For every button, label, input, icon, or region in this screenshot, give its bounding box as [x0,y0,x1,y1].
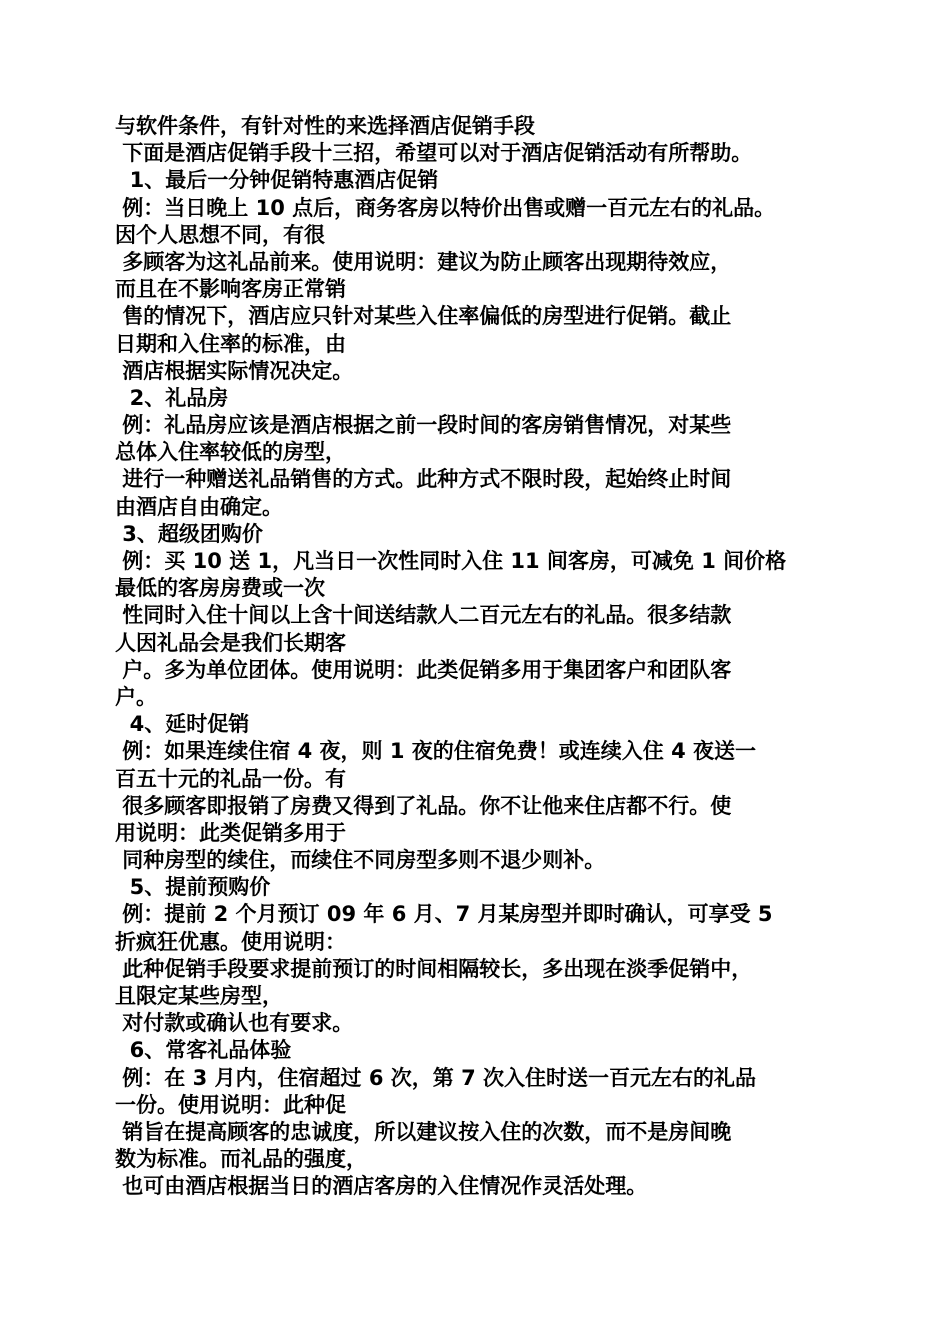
text-line: 例：买 10 送 1，凡当日一次性同时入住 11 间客房，可减免 1 间价格 [115,549,787,573]
text-line: 因个人思想不同，有很 [115,222,325,247]
text-line: 一份。使用说明：此种促 [115,1092,346,1117]
section-heading: 6、常客礼品体验 [115,1038,292,1063]
section-heading: 3、超级团购价 [115,521,263,546]
text-line: 同种房型的续住，而续住不同房型多则不退少则补。 [115,848,606,873]
text-line: 由酒店自由确定。 [115,494,283,519]
text-line: 用说明：此类促销多用于 [115,820,346,845]
text-line: 最低的客房房费或一次 [115,576,325,601]
text-line: 户。 [115,684,157,709]
text-line: 多顾客为这礼品前来。使用说明：建议为防止顾客出现期待效应， [115,249,732,274]
text-line: 与软件条件，有针对性的来选择酒店促销手段 [115,114,535,138]
text-line: 总体入住率较低的房型， [115,440,346,465]
document-body [115,113,850,1201]
section-heading: 5、提前预购价 [115,875,271,900]
text-line: 对付款或确认也有要求。 [115,1011,354,1036]
text-line: 而且在不影响客房正常销 [115,277,346,302]
text-line: 例：当日晚上 10 点后，商务客房以特价出售或赠一百元左右的礼品。 [115,195,776,220]
section-heading: 4、延时促销 [115,712,250,737]
text-line: 折疯狂优惠。使用说明： [115,929,346,954]
text-line: 性同时入住十间以上含十间送结款人二百元左右的礼品。很多结款 [115,603,732,628]
text-line: 此种促销手段要求提前预订的时间相隔较长，多出现在淡季促销中， [115,956,753,981]
text-line: 例：礼品房应该是酒店根据之前一段时间的客房销售情况，对某些 [115,413,732,438]
text-line: 也可由酒店根据当日的酒店客房的入住情况作灵活处理。 [115,1174,648,1199]
text-line: 日期和入住率的标准，由 [115,331,346,356]
text-line: 例：提前 2 个月预订 09 年 6 月、7 月某房型并即时确认，可享受 5 [115,902,773,927]
text-line: 下面是酒店促销手段十三招，希望可以对于酒店促销活动有所帮助。 [115,141,753,166]
text-line: 人因礼品会是我们长期客 [115,630,346,655]
text-line: 百五十元的礼品一份。有 [115,766,346,791]
section-heading: 2、礼品房 [115,385,229,410]
text-line: 进行一种赠送礼品销售的方式。此种方式不限时段，起始终止时间 [115,467,732,492]
text-line: 销旨在提高顾客的忠诚度，所以建议按入住的次数，而不是房间晚 [115,1119,732,1144]
text-line: 很多顾客即报销了房费又得到了礼品。你不让他来住店都不行。使 [115,793,732,818]
text-line: 酒店根据实际情况决定。 [115,358,354,383]
text-line: 例：在 3 月内，住宿超过 6 次，第 7 次入住时送一百元左右的礼品 [115,1065,757,1090]
text-line: 数为标准。而礼品的强度， [115,1147,367,1172]
text-line: 且限定某些房型， [115,984,283,1008]
section-heading: 1、最后一分钟促销特惠酒店促销 [115,168,439,193]
text-line: 售的情况下，酒店应只针对某些入住率偏低的房型进行促销。截止 [115,304,732,329]
text-line: 户。多为单位团体。使用说明：此类促销多用于集团客户和团队客 [115,657,732,682]
text-line: 例：如果连续住宿 4 夜，则 1 夜的住宿免费！或连续入住 4 夜送一 [115,739,757,764]
